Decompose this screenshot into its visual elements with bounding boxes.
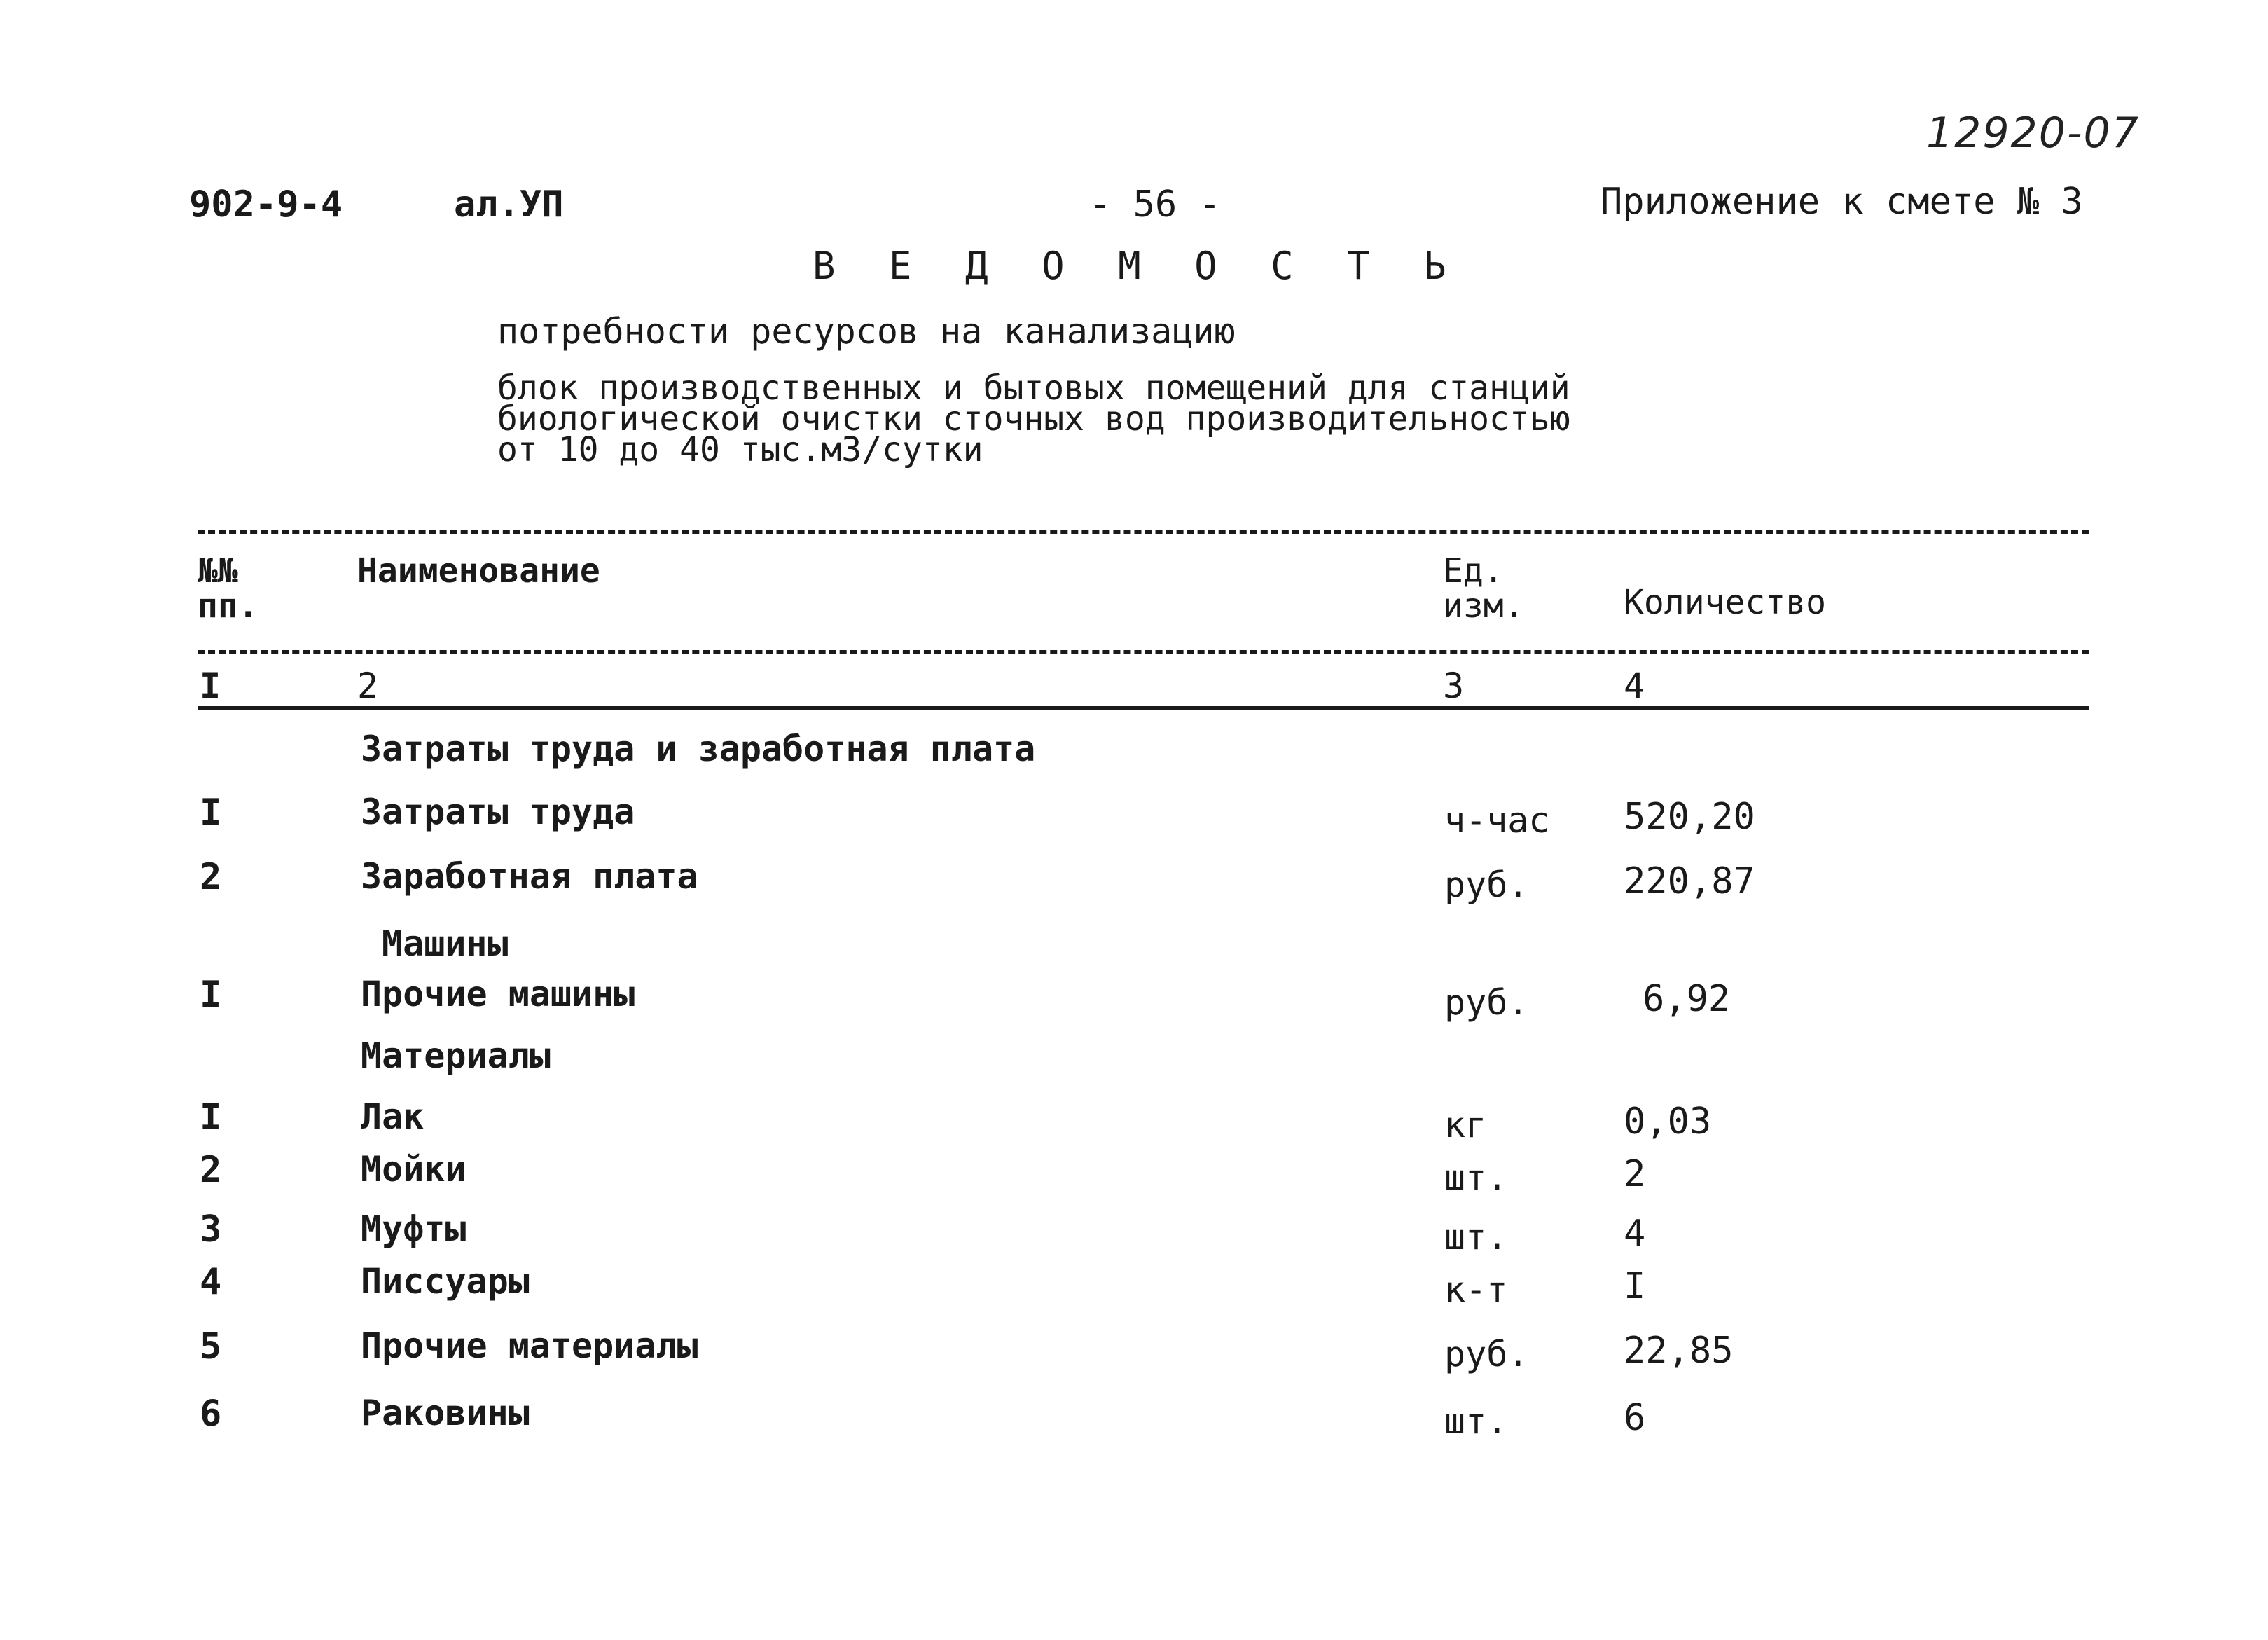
column-number: I xyxy=(200,666,221,706)
row-number: I xyxy=(200,1096,222,1138)
column-header-name: Наименование xyxy=(357,551,600,591)
row-quantity: 22,85 xyxy=(1624,1330,1734,1372)
document-title: В Е Д О М О С Т Ь xyxy=(813,244,1462,288)
column-header-unit-line: изм. xyxy=(1443,586,1524,626)
row-quantity: 2 xyxy=(1624,1153,1646,1195)
description-line: блок производственных и бытовых помещений для станций xyxy=(497,368,1570,408)
row-number: 3 xyxy=(200,1208,222,1250)
row-unit: руб. xyxy=(1444,864,1529,905)
row-unit: к-т xyxy=(1444,1269,1508,1310)
row-quantity: I xyxy=(1624,1265,1646,1307)
row-name: Лак xyxy=(361,1096,424,1137)
row-name: Раковины xyxy=(361,1393,530,1433)
row-unit: шт. xyxy=(1444,1217,1508,1257)
column-number: 4 xyxy=(1624,666,1645,706)
page-number: - 56 - xyxy=(1089,184,1221,226)
section-heading: Машины xyxy=(382,923,509,964)
row-quantity: 6,92 xyxy=(1643,978,1731,1020)
row-unit: шт. xyxy=(1444,1157,1508,1198)
row-name: Прочие машины xyxy=(361,974,635,1014)
row-quantity: 4 xyxy=(1624,1213,1646,1255)
row-number: 2 xyxy=(200,1149,222,1191)
row-unit: руб. xyxy=(1444,1334,1529,1374)
description-line: биологической очистки сточных вод производительностью xyxy=(497,399,1570,439)
row-number: 5 xyxy=(200,1325,222,1367)
section-heading: Материалы xyxy=(361,1035,551,1076)
row-name: Прочие материалы xyxy=(361,1325,698,1366)
row-number: I xyxy=(200,792,222,834)
section-heading: Затраты труда и заработная плата xyxy=(361,729,1036,769)
project-code: 902-9-4 xyxy=(189,184,343,226)
description-line: от 10 до 40 тыс.м3/сутки xyxy=(497,430,983,469)
column-number: 2 xyxy=(357,666,379,706)
column-header-quantity: Количество xyxy=(1624,583,1826,622)
row-name: Муфты xyxy=(361,1208,466,1249)
row-unit: ч-час xyxy=(1444,800,1550,841)
album-number: ал.УП xyxy=(454,184,564,226)
row-name: Заработная плата xyxy=(361,856,698,897)
row-unit: шт. xyxy=(1444,1401,1508,1442)
column-header-number-line: №№ xyxy=(198,551,238,591)
row-name: Мойки xyxy=(361,1149,466,1190)
document-registration-number: 12920-07 xyxy=(1926,109,2140,158)
column-header-unit-line: Ед. xyxy=(1443,551,1504,591)
row-number: I xyxy=(200,974,222,1016)
row-quantity: 0,03 xyxy=(1624,1101,1712,1143)
row-quantity: 220,87 xyxy=(1624,860,1755,902)
document-subtitle: потребности ресурсов на канализацию xyxy=(497,311,1236,352)
column-header-number-line: пп. xyxy=(198,586,258,626)
row-unit: кг xyxy=(1444,1105,1487,1145)
row-number: 2 xyxy=(200,856,222,898)
appendix-label: Приложение к смете № 3 xyxy=(1600,181,2083,223)
row-unit: руб. xyxy=(1444,982,1529,1023)
column-number: 3 xyxy=(1443,666,1465,706)
row-name: Писсуары xyxy=(361,1261,530,1302)
row-quantity: 6 xyxy=(1624,1397,1646,1439)
row-quantity: 520,20 xyxy=(1624,796,1755,838)
row-number: 6 xyxy=(200,1393,222,1435)
row-number: 4 xyxy=(200,1261,222,1303)
row-name: Затраты труда xyxy=(361,792,635,832)
